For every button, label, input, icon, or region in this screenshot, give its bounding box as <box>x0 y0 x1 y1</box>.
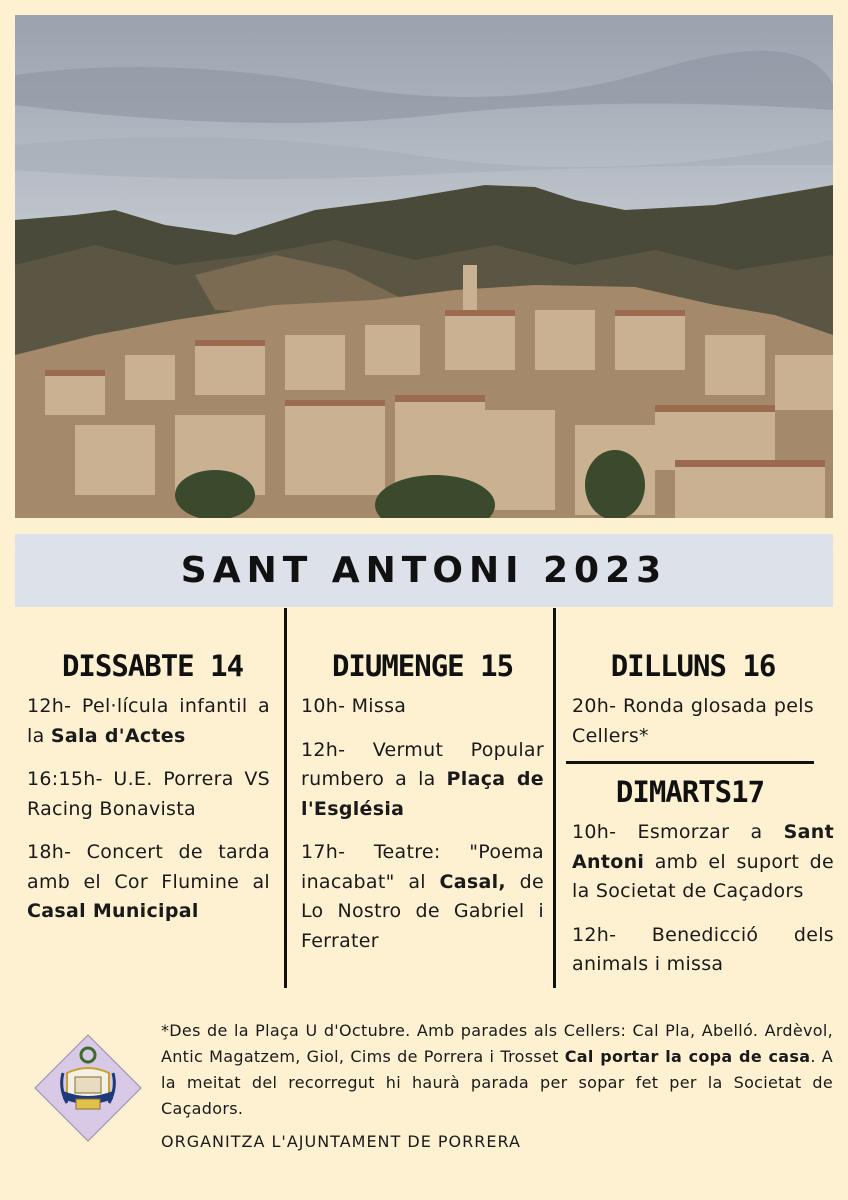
day-column-monday <box>572 610 814 765</box>
note-text: . A la meitat del recorregut hi haurà parada per sopar fet per la Societat de Caçadors. <box>161 1047 833 1118</box>
event-item: 17h- Teatre: "Poema inacabat" al Casal, de Lo Nostro de Gabriel i Ferrater <box>301 841 544 952</box>
day-column-saturday <box>27 610 270 941</box>
day-heading: DIMARTS17 <box>615 775 765 809</box>
day-heading: DISSABTE 14 <box>61 649 244 683</box>
event-item: 16:15h- U.E. Porrera VS Racing Bonavista <box>27 768 270 820</box>
day-heading: DIUMENGE 15 <box>331 649 514 683</box>
column-divider <box>284 608 287 988</box>
page-title: SANT ANTONI 2023 <box>180 550 668 591</box>
event-item: 18h- Concert de tarda amb el Cor Flumine al Casal Municipal <box>27 841 270 922</box>
note-bold-text: Cal portar la copa de casa <box>564 1047 811 1066</box>
note-text: *Des de la Plaça U d'Octubre. Amb parades als Cellers: Cal Pla, Abelló. Ardèvol, Antic Magatzem, Giol, Cims de Porrera i Trosset <box>161 1021 833 1066</box>
day-column-sunday <box>301 610 544 970</box>
event-item: 10h- Missa <box>301 695 407 717</box>
event-item: 10h- Esmorzar a Sant Antoni amb el suport de la Societat de Caçadors <box>572 821 834 902</box>
porrera-coat-of-arms-icon <box>33 1033 143 1143</box>
event-item: 12h- Benedicció dels animals i missa <box>572 923 834 975</box>
event-item: 12h- Pel·lícula infantil a la Sala d'Actes <box>27 695 270 747</box>
village-landscape-photo <box>15 15 833 518</box>
day-heading: DILLUNS 16 <box>610 649 776 683</box>
day-column-tuesday <box>572 774 834 994</box>
event-item: 20h- Ronda glosada pels Cellers* <box>572 695 814 747</box>
organizer-credit: ORGANITZA L'AJUNTAMENT DE PORRERA <box>161 1132 521 1151</box>
column-divider <box>553 608 556 988</box>
title-band <box>15 534 833 607</box>
footer-note <box>161 1018 833 1122</box>
event-item: 12h- Vermut Popular rumbero a la Plaça de l'Església <box>301 738 544 820</box>
